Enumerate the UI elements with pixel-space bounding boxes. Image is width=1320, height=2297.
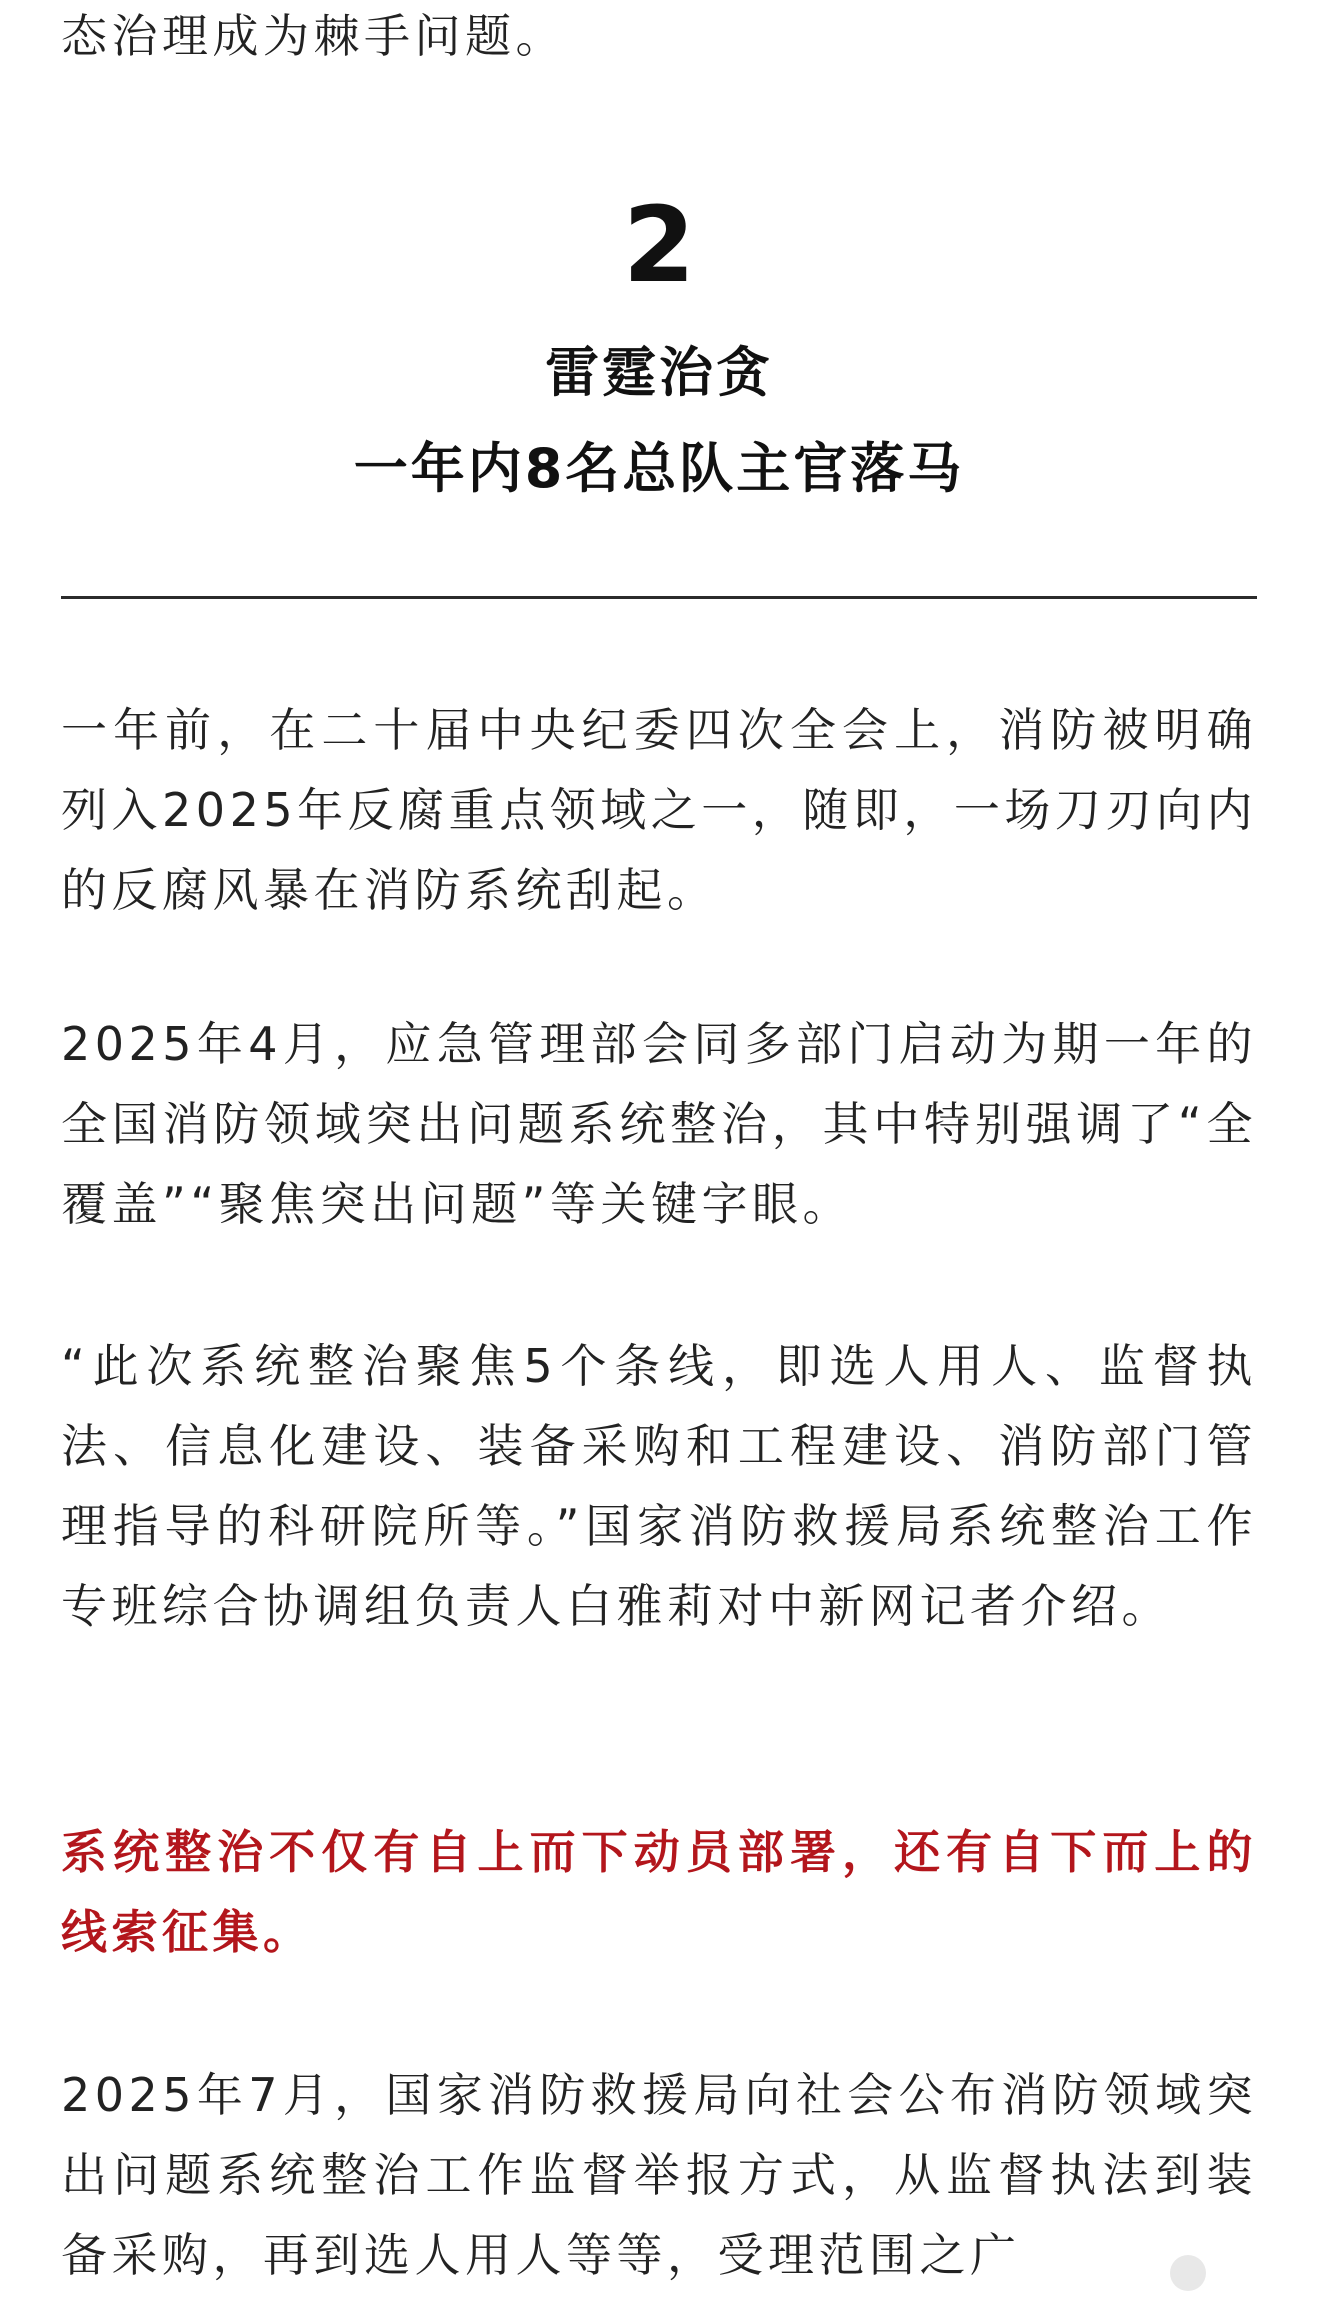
paragraph-intro-tail: 态治理成为棘手问题。 [61, 9, 566, 63]
section-title-line1: 雷霆治贪 [545, 341, 773, 404]
section-divider [61, 596, 1257, 599]
paragraph: 2025年7月，国家消防救援局向社会公布消防领域突出问题系统整治工作监督举报方式，从监督执法到装备采购，再到选人用人等等，受理范围之广 [61, 2068, 1257, 2282]
paragraph: 一年前，在二十届中央纪委四次全会上，消防被明确列入2025年反腐重点领域之一，随即，一场刀刃向内的反腐风暴在消防系统刮起。 [61, 703, 1257, 917]
paragraph: “此次系统整治聚焦5个条线，即选人用人、监督执法、信息化建设、装备采购和工程建设、消防部门管理指导的科研院所等。”国家消防救援局系统整治工作专班综合协调组负责人白雅莉对中新网记者介绍。 [61, 1339, 1257, 1633]
watermark-icon [1170, 2255, 1206, 2291]
paragraph: 2025年4月，应急管理部会同多部门启动为期一年的全国消防领域突出问题系统整治，其中特别强调了“全覆盖”“聚焦突出问题”等关键字眼。 [61, 1017, 1257, 1231]
section-title-line2: 一年内8名总队主官落马 [353, 437, 965, 500]
highlight-paragraph: 系统整治不仅有自上而下动员部署，还有自下而上的线索征集。 [61, 1825, 1257, 1959]
section-number: 2 [622, 184, 696, 306]
watermark-logo [1170, 2253, 1300, 2293]
